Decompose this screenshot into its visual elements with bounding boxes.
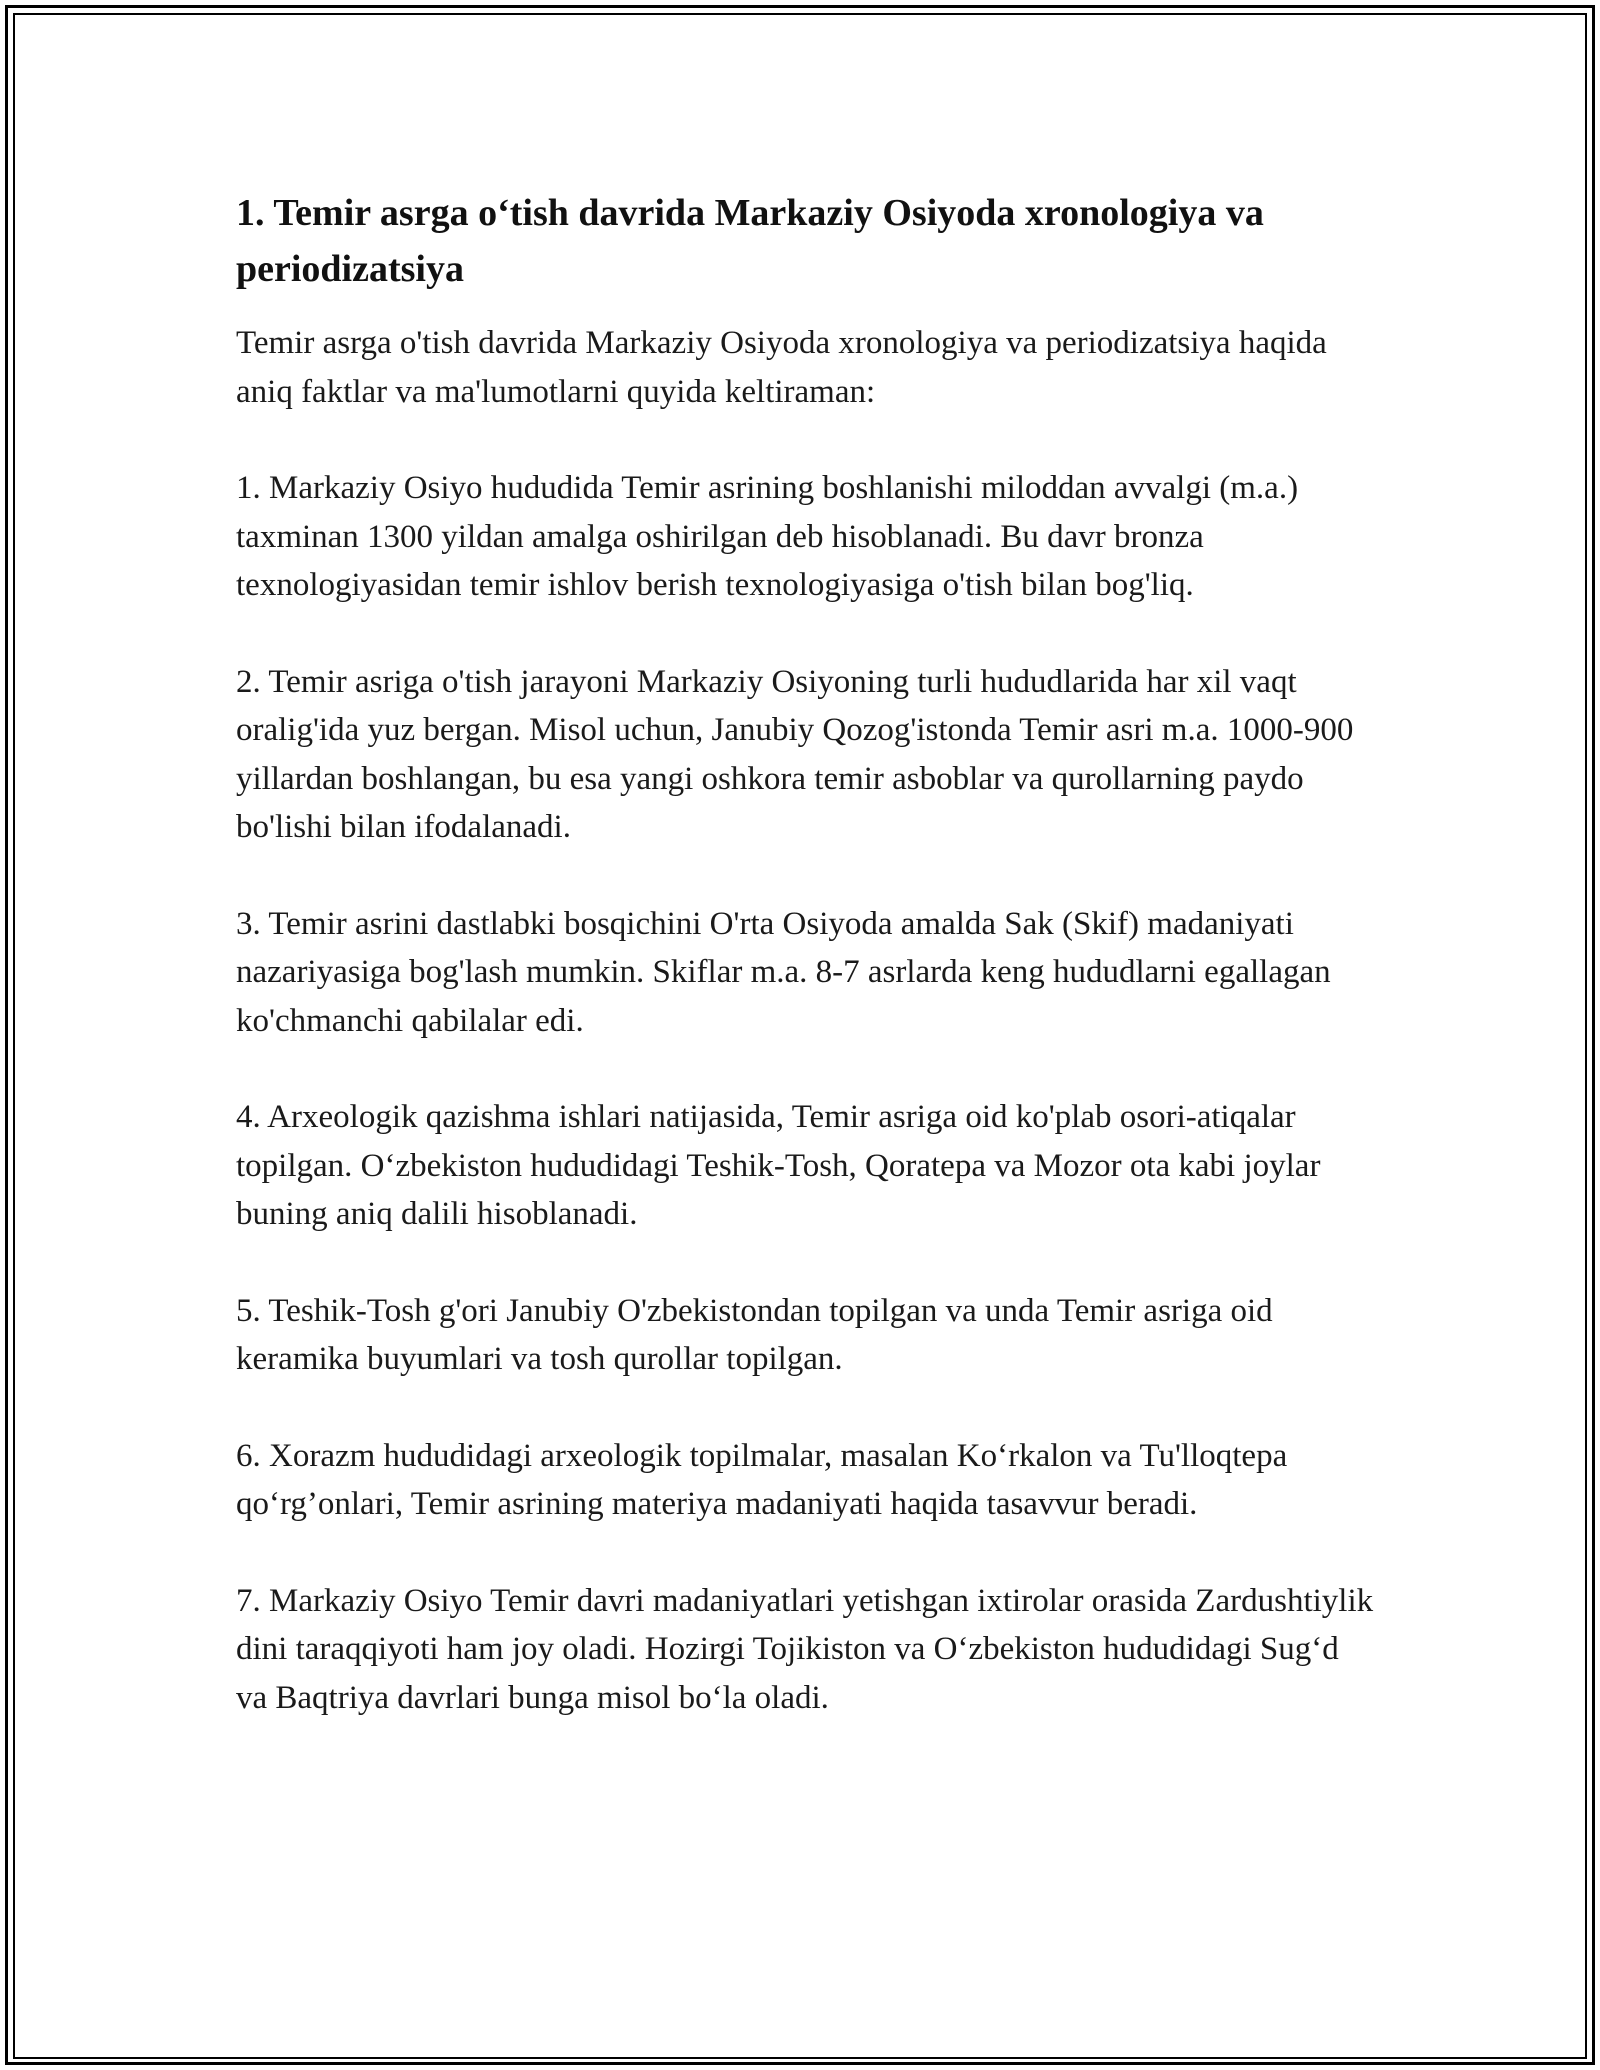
list-item-1: 1. Markaziy Osiyo hududida Temir asrining boshlanishi miloddan avvalgi (m.a.) taxminan 1300 yildan amalga oshirilgan deb hisoblanadi. Bu davr bronza texnologiyasidan temir ishlov berish texnologiyasiga o'tish bilan bog'liq. xyxy=(236,470,1299,603)
intro-paragraph: Temir asrga o'tish davrida Markaziy Osiyoda xronologiya va periodizatsiya haqida aniq faktlar va ma'lumotlarni quyida keltiraman: xyxy=(236,325,1327,410)
list-item-5: 5. Teshik-Tosh g'ori Janubiy O'zbekistondan topilgan va unda Temir asriga oid keramika buyumlari va tosh qurollar topilgan. xyxy=(236,1292,1273,1377)
document-title: 1. Temir asrga o‘tish davrida Markaziy Osiyoda xronologiya va periodizatsiya xyxy=(236,192,1264,290)
document-body xyxy=(236,185,1376,1770)
list-item-2: 2. Temir asriga o'tish jarayoni Markaziy Osiyoning turli hududlarida har xil vaqt oralig'ida yuz bergan. Misol uchun, Janubiy Qozog'istonda Temir asri m.a. 1000-900 yillardan boshlangan, bu esa yangi oshkora temir asboblar va qurollarning paydo bo'lishi bilan ifodalanadi. xyxy=(236,663,1354,845)
list-item-6: 6. Xorazm hududidagi arxeologik topilmalar, masalan Ko‘rkalon va Tu'lloqtepa qo‘rg’onlari, Temir asrining materiya madaniyati haqida tasavvur beradi. xyxy=(236,1437,1288,1522)
list-item-3: 3. Temir asrini dastlabki bosqichini O'rta Osiyoda amalda Sak (Skif) madaniyati nazariyasiga bog'lash mumkin. Skiflar m.a. 8-7 asrlarda keng hududlarni egallagan ko'chmanchi qabilalar edi. xyxy=(236,905,1331,1039)
list-item-7: 7. Markaziy Osiyo Temir davri madaniyatlari yetishgan ixtirolar orasida Zardushtiylik dini taraqqiyoti ham joy oladi. Hozirgi Tojikiston va O‘zbekiston hududidagi Sug‘d va Baqtriya davrlari bunga misol bo‘la oladi. xyxy=(236,1582,1374,1716)
list-item-4: 4. Arxeologik qazishma ishlari natijasida, Temir asriga oid ko'plab osori-atiqalar topilgan. O‘zbekiston hududidagi Teshik-Tosh, Qoratepa va Mozor ota kabi joylar buning aniq dalili hisoblanadi. xyxy=(236,1099,1321,1232)
